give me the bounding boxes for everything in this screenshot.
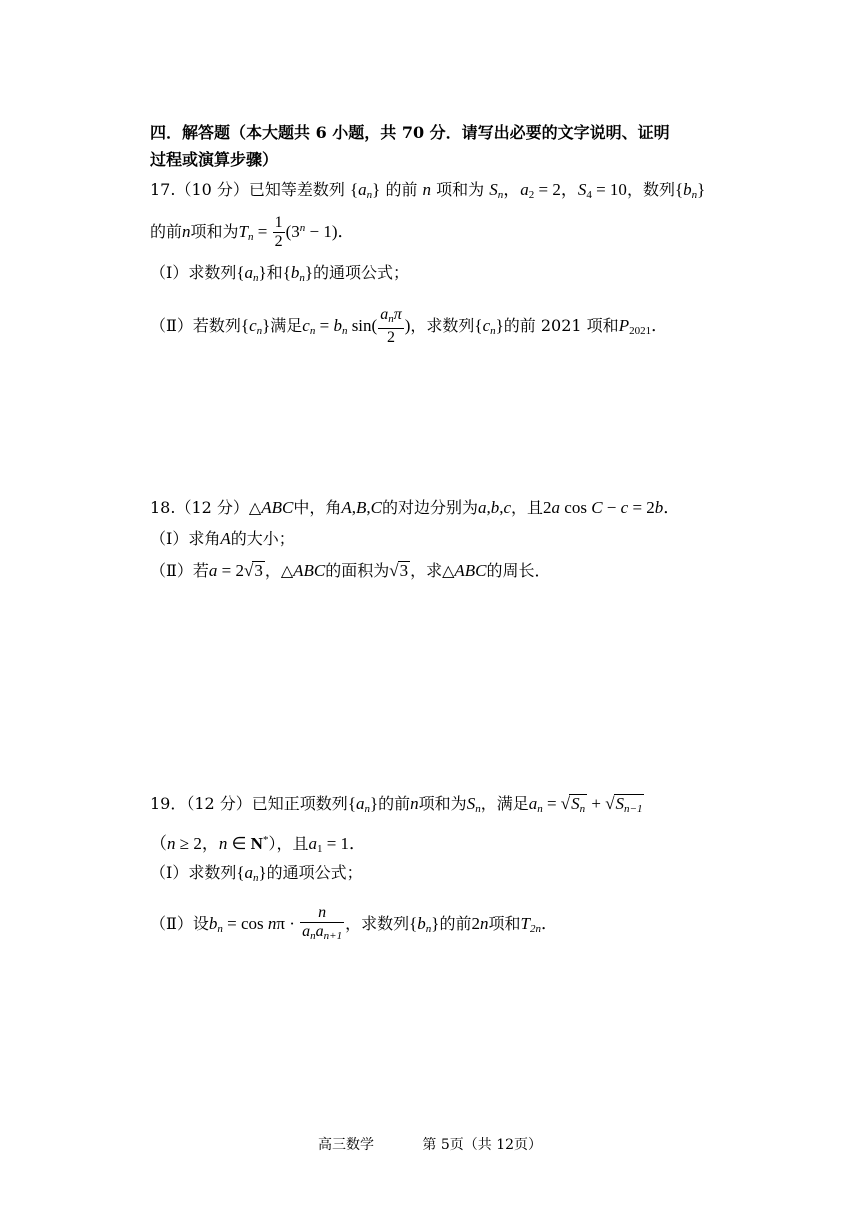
q17-text: ，数列 xyxy=(626,180,675,199)
q19-text: 项和 xyxy=(488,914,521,933)
q19-text: ），且 xyxy=(268,834,309,853)
q19-text: 的前 xyxy=(439,914,472,933)
q18-statement: 18.（12 分）△ABC中，角A,B,C的对边分别为a,b,c，且2a cos C − c = 2b． xyxy=(150,498,681,517)
fraction: $\frac{a_n\pi}{2}$ xyxy=(380,306,402,346)
q18-text: 的面积为 xyxy=(325,561,390,580)
q18-text: ，△ xyxy=(264,561,294,580)
q17-statement-line2: 的前n项和为$T_n$ = $\frac{1}{2}$ $(3^n - 1)$． xyxy=(150,214,355,250)
q18-part1: （Ⅰ）求角A的大小； xyxy=(150,529,295,548)
q18-text: ，且 xyxy=(511,498,544,517)
footer-subject: 高三数学 xyxy=(317,1137,374,1153)
q18-lead: 18.（12 分）△ xyxy=(150,498,262,517)
q17-text: 的通项公式； xyxy=(313,263,410,282)
fraction: $\frac{1}{2}$ xyxy=(274,214,283,250)
q17-part2: （Ⅱ）若数列$\{c_n\}$满足$c_n = b_n$ sin( $\frac{a_n\pi}{2}$ )，求数列$\{c_n\}$的前 2021 项和$P_{2021}$． xyxy=(150,306,669,346)
q17-text: 满足 xyxy=(270,316,303,335)
q17-text: 和 xyxy=(266,263,283,282)
q17-part2-label: （Ⅱ）若数列 xyxy=(150,316,241,335)
q19-text: ，求数列 xyxy=(345,914,410,933)
q18-text: 的大小； xyxy=(230,529,295,548)
q17-text: 项和为 xyxy=(436,180,485,199)
q19-statement-line2: （n ≥ 2，n ∈ N*），且$a_1 = 1$． xyxy=(150,834,367,855)
q17-text: 项和为 xyxy=(190,222,239,241)
q18-text: 的对边分别为 xyxy=(381,498,478,517)
section-heading-line2: 过程或演算步骤） xyxy=(150,150,279,169)
fraction: $\frac{n}{a_na_{n+1}}$ xyxy=(302,904,343,942)
q18-text: 中，角 xyxy=(293,498,342,517)
q17-text: ，求数列 xyxy=(410,316,475,335)
q19-part2: （Ⅱ）设$b_n = \cos n\pi$ · $\frac{n}{a_na_{n+1}}$ ，求数列$\{b_n\}$的前2n项和$T_{2n}$． xyxy=(150,904,558,945)
q19-lead: 19．（12 分）已知正项数列 xyxy=(150,794,348,813)
q17-part1: （Ⅰ）求数列$\{a_n\}$和$\{b_n\}$的通项公式； xyxy=(150,263,410,284)
q19-part1-label: （Ⅰ）求数列 xyxy=(150,863,237,882)
q19-statement-line1: 19．（12 分）已知正项数列$\{a_n\}$的前n项和为$S_n$，满足$a_n = √S_n + √S_{n-1}$ xyxy=(150,793,644,820)
q19-text: 的通项公式； xyxy=(266,863,363,882)
q18-part1-label: （Ⅰ）求角 xyxy=(150,529,221,548)
q19-part2-label: （Ⅱ）设 xyxy=(150,914,209,933)
q19-part1: （Ⅰ）求数列$\{a_n\}$的通项公式； xyxy=(150,863,363,884)
q18-part2-label: （Ⅱ）若 xyxy=(150,561,209,580)
q19-text: 项和为 xyxy=(418,794,467,813)
q19-text: ，满足 xyxy=(480,794,529,813)
q18-text: ，求△ xyxy=(410,561,455,580)
section-heading-line1: 四．解答题（本大题共 6 小题，共 70 分．请写出必要的文字说明、证明 xyxy=(150,123,670,142)
q17-statement-line1: 17.（10 分）已知等差数列 $\{a_n\}$ 的前 n 项和为 $S_n$，$a_2 = 2$，$S_4 = 10$，数列$\{b_n\}$ xyxy=(150,180,706,201)
q17-text: 的前 2021 项和 xyxy=(503,316,619,335)
q17-text: 的前 xyxy=(150,222,183,241)
q18-part2: （Ⅱ）若a = 2√3 ，△ABC的面积为√3 ，求△ABC的周长． xyxy=(150,561,551,580)
q17-part1-label: （Ⅰ）求数列 xyxy=(150,263,237,282)
q19-text: 的前 xyxy=(378,794,411,813)
q18-text: 的周长． xyxy=(486,561,551,580)
footer-page-number: 第 5页（共 12页） xyxy=(422,1137,543,1153)
q17-lead: 17.（10 分）已知等差数列 xyxy=(150,180,345,199)
page-footer xyxy=(0,1134,860,1154)
q17-text: 的前 xyxy=(385,180,418,199)
